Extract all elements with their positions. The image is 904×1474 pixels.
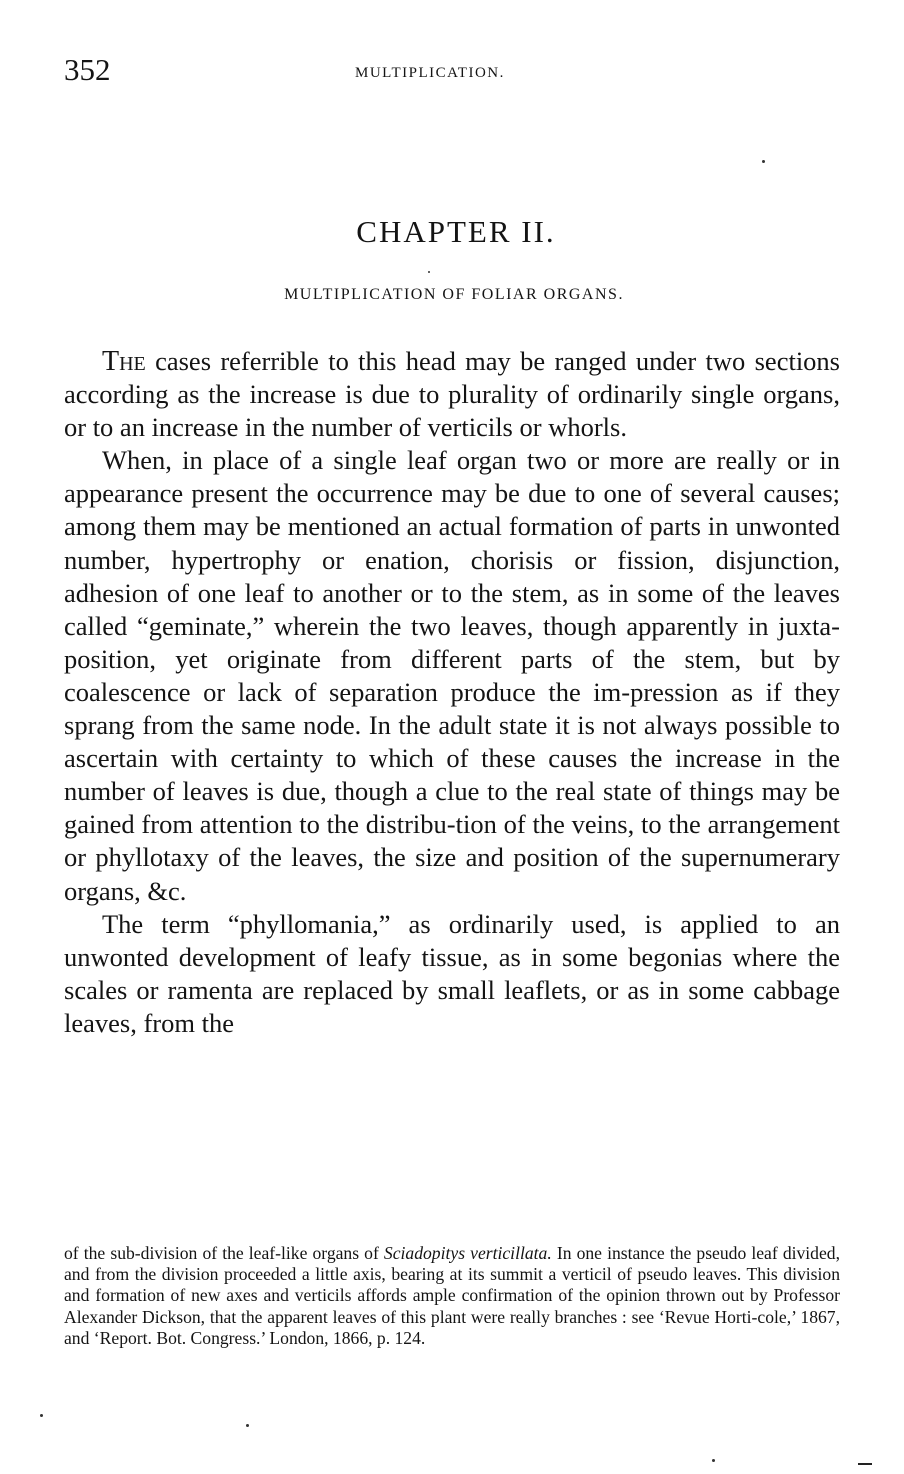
scan-speck xyxy=(246,1424,249,1427)
paragraph-1-text: cases referrible to this head may be ranged under two sections according as the increase is due to plurality of ordinarily single organs, or to an increase in the number of verticils or whorls. xyxy=(64,346,840,443)
footnote xyxy=(64,1243,840,1349)
footnote-text-1: of the sub-division of the leaf-like organs of xyxy=(64,1243,384,1263)
scan-mark xyxy=(858,1463,872,1465)
scan-speck xyxy=(40,1414,43,1417)
scan-speck xyxy=(762,160,765,163)
running-title: MULTIPLICATION. xyxy=(355,65,505,81)
footnote-text-2: In one instance the pseudo leaf divided, and from the division proceeded a little axis, bearing at its summit a verticil of pseudo leaves. This division and formation of new axes and verticils affords ample confirmation of the opinion thrown out by Professor Alexander Dickson, that the apparent leaves of this plant were really branches : see ‘Revue Horti-cole,’ 1867, and ‘Report. Bot. Congress.’ London, 1866, p. 124. xyxy=(64,1243,840,1348)
paragraph-3: The term “phyllomania,” as ordinarily used, is applied to an unwonted development of leafy tissue, as in some begonias where the scales or ramenta are replaced by small leaflets, or as in some cabbage leaves, from the xyxy=(64,908,840,1038)
running-head xyxy=(64,52,840,92)
footnote-species: Sciadopitys verticillata. xyxy=(383,1243,552,1263)
footnote-text xyxy=(64,1243,840,1349)
scan-speck xyxy=(712,1459,715,1462)
page-number: 352 xyxy=(64,52,111,87)
section-title: MULTIPLICATION OF FOLIAR ORGANS. xyxy=(284,286,624,303)
chapter-title: CHAPTER II. xyxy=(356,214,556,249)
paragraph-1 xyxy=(64,345,840,444)
paragraph-1-dropword: The xyxy=(102,346,146,377)
scan-speck xyxy=(428,271,430,273)
paragraph-2: When, in place of a single leaf organ two or more are really or in appearance present the occurrence may be due to one of several causes; among them may be mentioned an actual formation of parts in unwonted number, hypertrophy or enation, chorisis or fission, disjunction, adhesion of one leaf to another or to the stem, as in some of the leaves called “geminate,” wherein the two leaves, though apparently in juxta-position, yet originate from different parts of the stem, but by coalescence or lack of separation produce the im-pression as if they sprang from the same node. In the adult state it is not always possible to ascertain with certainty to which of these causes the increase in the number of leaves is due, though a clue to the real state of things may be gained from attention to the distribu-tion of the veins, to the arrangement or phyllotaxy of the leaves, the size and position of the supernumerary organs, &c. xyxy=(64,445,840,906)
body-text xyxy=(64,345,840,1040)
